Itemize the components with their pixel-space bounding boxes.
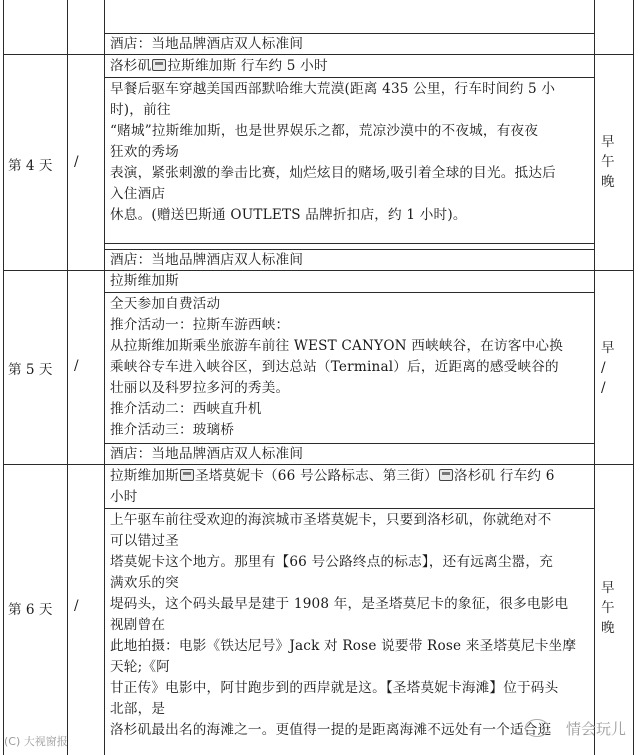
- desc-line: 乘峡谷专车进入峡谷区，到达总站（Terminal）后，近距离的感受峡谷的: [110, 359, 559, 375]
- meal-lunch: 午: [601, 154, 615, 170]
- meals-cell: [601, 578, 625, 638]
- desc-line: 壮丽以及科罗拉多河的秀美。: [110, 380, 290, 396]
- column-divider: [594, 0, 595, 755]
- car-icon: [439, 469, 453, 481]
- desc-line: 休息。(赠送巴斯通 OUTLETS 品牌折扣店，约 1 小时)。: [110, 207, 467, 223]
- day-label: 第 5 天: [8, 362, 53, 378]
- wechat-icon: [525, 719, 549, 737]
- route-line: [110, 466, 555, 487]
- traffic-value: /: [74, 358, 79, 374]
- meal-lunch: /: [601, 360, 606, 376]
- desc-line: 甘正传》电影中，阿甘跑步到的西岸就是这。【圣塔莫妮卡海滩】位于码头: [110, 680, 559, 696]
- desc-line: 此地拍摄：电影《铁达尼号》Jack 对 Rose 说要带 Rose 来圣塔莫尼卡坐摩: [110, 638, 577, 654]
- desc-line: 狂欢的秀场: [110, 144, 179, 160]
- meals-cell: [601, 338, 625, 398]
- desc-line: 早餐后驱车穿越美国西部默哈维大荒漠(距离 435 公里，行车时间约 5 小: [110, 81, 556, 97]
- desc-line: 全天参加自费活动: [110, 296, 221, 312]
- meals-cell: [601, 132, 625, 192]
- desc-line: 满欢乐的突: [110, 575, 179, 591]
- desc-line: 推介活动二：西峡直升机: [110, 401, 262, 417]
- meal-dinner: 晚: [601, 620, 615, 636]
- desc-line: 视剧曾在: [110, 617, 166, 633]
- desc-line: 北部，是: [110, 701, 166, 717]
- desc-line: 堤码头，这个码头最早是建于 1908 年，是圣塔莫尼卡的象征，很多电影电: [110, 596, 569, 612]
- row-divider: [104, 508, 594, 509]
- desc-line: 天轮;《阿: [110, 659, 170, 675]
- route-line: [110, 56, 328, 77]
- car-icon: [152, 59, 166, 71]
- desc-line: 可以错过圣: [110, 533, 179, 549]
- row-divider: [3, 54, 634, 55]
- route-line-cont: 小时: [110, 489, 138, 505]
- car-icon: [180, 469, 194, 481]
- row-divider: [104, 77, 594, 78]
- day-label: 第 6 天: [8, 602, 53, 618]
- desc-line: 上午驱车前往受欢迎的海滨城市圣塔莫妮卡，只要到洛杉矶，你就绝对不: [110, 512, 552, 528]
- row-divider: [104, 243, 594, 244]
- column-divider: [104, 0, 105, 755]
- watermark-account: 情会玩儿: [565, 720, 626, 738]
- route-destination: 洛杉矶 行车约 6: [453, 468, 555, 484]
- desc-line: 表演，紧张刺激的拳击比赛，灿烂炫目的赌场,吸引着全球的目光。抵达后: [110, 165, 556, 181]
- meal-dinner: /: [601, 380, 606, 396]
- desc-line: “赌城”拉斯维加斯，也是世界娱乐之都，荒凉沙漠中的不夜城，有夜夜: [110, 123, 539, 139]
- meal-breakfast: 早: [601, 340, 615, 356]
- row-divider: [104, 292, 594, 293]
- table-border-left: [3, 0, 4, 755]
- route-origin: 洛杉矶: [110, 58, 152, 74]
- desc-line: 时)，前往: [110, 102, 171, 118]
- meal-breakfast: 早: [601, 580, 615, 596]
- route-origin: 拉斯维加斯: [110, 468, 179, 484]
- meal-dinner: 晚: [601, 174, 615, 190]
- table-border-right: [633, 0, 634, 755]
- day-label: 第 4 天: [8, 158, 53, 174]
- column-divider: [67, 0, 68, 755]
- desc-line: 从拉斯维加斯乘坐旅游车前往 WEST CANYON 西峡峡谷，在访客中心换: [110, 338, 564, 354]
- traffic-value: /: [74, 154, 79, 170]
- row-divider: [3, 270, 634, 271]
- desc-line: 塔莫妮卡这个地方。那里有【66 号公路终点的标志】，还有远离尘嚣，充: [110, 554, 554, 570]
- route-line: 拉斯维加斯: [110, 273, 179, 289]
- meal-breakfast: 早: [601, 134, 615, 150]
- desc-line: 洛杉矶最出名的海滩之一。更值得一提的是距离海滩不远处有一个适合逛: [110, 722, 552, 738]
- meal-lunch: 午: [601, 600, 615, 616]
- route-stop: 圣塔莫妮卡（66 号公路标志、第三街）: [194, 468, 438, 484]
- hotel-text: 酒店：当地品牌酒店双人标准间: [110, 36, 304, 52]
- row-divider: [3, 464, 634, 465]
- hotel-text: 酒店：当地品牌酒店双人标准间: [110, 252, 304, 268]
- hotel-text: 酒店：当地品牌酒店双人标准间: [110, 446, 304, 462]
- watermark-source: (C) 大视窗报: [4, 735, 68, 748]
- itinerary-table: [3, 0, 634, 755]
- desc-line: 推介活动三：玻璃桥: [110, 422, 235, 438]
- traffic-value: /: [74, 598, 79, 614]
- desc-line: 推介活动一：拉斯车游西峡：: [110, 317, 290, 333]
- desc-line: 入住酒店: [110, 186, 166, 202]
- route-destination: 拉斯维加斯 行车约 5 小时: [167, 58, 328, 74]
